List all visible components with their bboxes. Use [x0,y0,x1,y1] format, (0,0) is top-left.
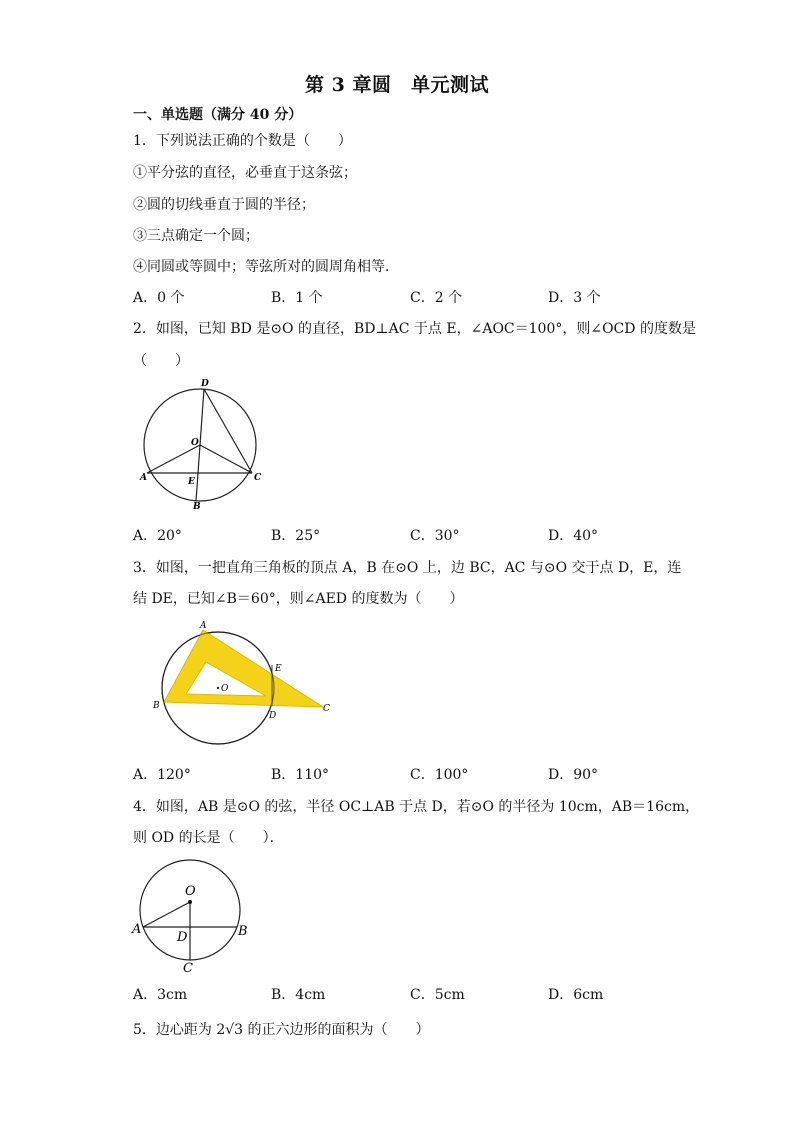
q3-label-e: E [275,664,282,674]
q1-option-a[interactable]: A．0 个 [133,290,185,306]
q5-stem: 5．边心距为 2√3 的正六边形的面积为（ ） [133,1022,430,1038]
q1-option-b[interactable]: B．1 个 [271,290,323,306]
q4-label-c: C [183,961,193,976]
q2-label-c: C [254,473,262,483]
q2-stem-line2: （ ） [133,353,189,369]
q4-label-o: O [185,884,196,899]
q2-option-d[interactable]: D．40° [548,528,599,544]
q2-label-b: B [193,502,201,512]
q1-stem: 1．下列说法正确的个数是（ ） [133,133,352,149]
q4-option-b[interactable]: B．4cm [271,987,326,1003]
q3-label-c: C [323,704,330,714]
q1-statement-1: ①平分弦的直径，必垂直于这条弦； [133,165,357,181]
q4-radius-oa [143,902,190,927]
q2-radius-oa [147,445,200,473]
q4-stem-line1: 4．如图，AB 是⊙O 的弦，半径 OC⊥AB 于点 D，若⊙O 的半径为 10cm，AB＝16cm， [133,799,700,815]
q4-label-a: A [132,922,142,937]
q2-label-d: D [201,379,209,389]
q1-option-d[interactable]: D．3 个 [548,290,601,306]
q4-option-d[interactable]: D．6cm [548,987,604,1003]
q3-stem-line2: 结 DE，已知∠B＝60°，则∠AED 的度数为（ ） [133,591,464,607]
q3-center-dot [217,687,219,689]
q1-option-c[interactable]: C．2 个 [410,290,463,306]
q4-option-c[interactable]: C．5cm [410,987,465,1003]
q3-option-a[interactable]: A．120° [133,767,191,783]
section-heading: 一、单选题（满分 40 分） [133,107,303,123]
q3-option-c[interactable]: C．100° [410,767,469,783]
q4-label-d: D [177,930,188,945]
q3-stem-line1: 3．如图，一把直角三角板的顶点 A，B 在⊙O 上，边 BC，AC 与⊙O 交于点 D，E，连 [133,560,682,576]
q2-label-o: O [191,438,199,448]
q4-circle-figure [128,855,258,977]
q3-label-o: O [221,684,229,694]
q2-stem-line1: 2．如图，已知 BD 是⊙O 的直径，BD⊥AC 于点 E，∠AOC＝100°，则∠OCD 的度数是 [133,321,696,337]
q2-option-a[interactable]: A．20° [133,528,182,544]
q2-label-a: A [140,473,147,483]
q2-label-e: E [188,477,195,487]
q4-option-a[interactable]: A．3cm [133,987,188,1003]
q1-statement-3: ③三点确定一个圆； [133,228,259,244]
q2-option-c[interactable]: C．30° [410,528,460,544]
q4-label-b: B [238,924,248,939]
q1-statement-4: ④同圆或等圆中；等弦所对的圆周角相等． [133,259,399,275]
q3-triangle-figure [148,618,338,748]
q3-set-square [164,630,323,707]
q2-circle-figure [130,375,270,515]
q3-option-d[interactable]: D．90° [548,767,599,783]
q1-statement-2: ②圆的切线垂直于圆的半径； [133,197,315,213]
q2-option-b[interactable]: B．25° [271,528,321,544]
q4-stem-line2: 则 OD 的长是（ ）． [133,830,284,846]
q3-label-d: D [269,711,277,721]
q3-label-a: A [200,621,207,631]
q3-label-b: B [153,701,160,711]
page-title: 第 3 章圆 单元测试 [305,74,489,96]
q3-option-b[interactable]: B．110° [271,767,330,783]
q4-center-dot [188,900,192,904]
